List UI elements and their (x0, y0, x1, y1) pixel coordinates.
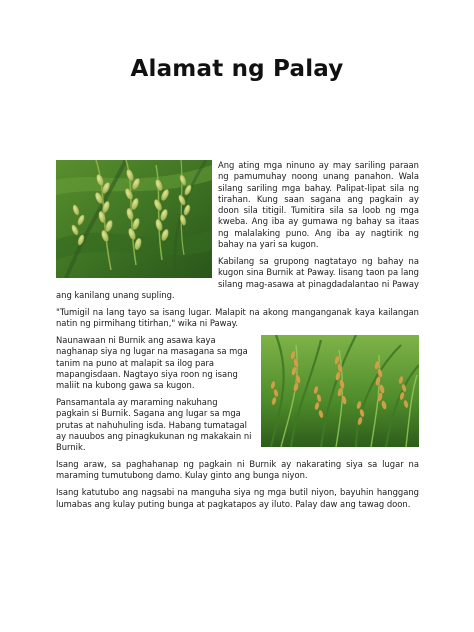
paragraph-2: Kabilang sa grupong nagtatayo ng bahay na kugon sina Burnik at Paway. Iisang taon pa lang silang mag-asawa at pinagdadalantao ni Paway ang kanilang unang supling. (56, 255, 419, 300)
paragraph-7: Isang katutubo ang nagsabi na manguha siya ng mga butil niyon, bayuhin hanggang lumabas ang kulay puting bunga at pagkatapos ay iluto. Palay daw ang tawag doon. (56, 487, 419, 509)
rice-field-image (261, 335, 419, 447)
paragraph-1: Ang ating mga ninuno ay may sariling paraan ng pamumuhay noong unang panahon. Wala silang sariling mga bahay. Palipat-lipat sila ng tirahan. Kung saan sagana ang pagkain ay doon sila titigil. Tumitira sila sa loob ng mga kweba. Ang iba ay gumawa ng bahay sa itaas ng malalaking puno. Ang iba ay nagtirik ng bahay na yari sa kugon. (218, 160, 419, 250)
paragraph-5: Pansamantala ay maraming nakuhang pagkain si Burnik. Sagana ang lugar sa mga prutas at nahuhuling isda. Habang tumatagal ay nauubos ang pinagkukunan ng makakain ni Burnik. (56, 397, 252, 453)
rice-plant-image (56, 160, 212, 278)
rice-field-illustration (261, 335, 419, 447)
paragraph-3: "Tumigil na lang tayo sa isang lugar. Malapit na akong manganganak kaya kailangan natin ng pirmihang titirhan," wika ni Paway. (56, 306, 419, 329)
page-title: Alamat ng Palay (130, 56, 344, 82)
article-body (56, 160, 419, 515)
rice-plant-illustration (56, 160, 212, 278)
paragraph-4: Naunawaan ni Burnik ang asawa kaya naghanap siya ng lugar na masagana sa mga tanim na puno at malapit sa ilog para mapangisdaan. Nagtayo siya roon ng isang maliit na kubong gawa sa kugon. (56, 334, 248, 391)
paragraph-6: Isang araw, sa paghahanap ng pagkain ni Burnik ay nakarating siya sa lugar na maraming tumutubong damo. Kulay ginto ang bunga niyon. (56, 459, 419, 481)
